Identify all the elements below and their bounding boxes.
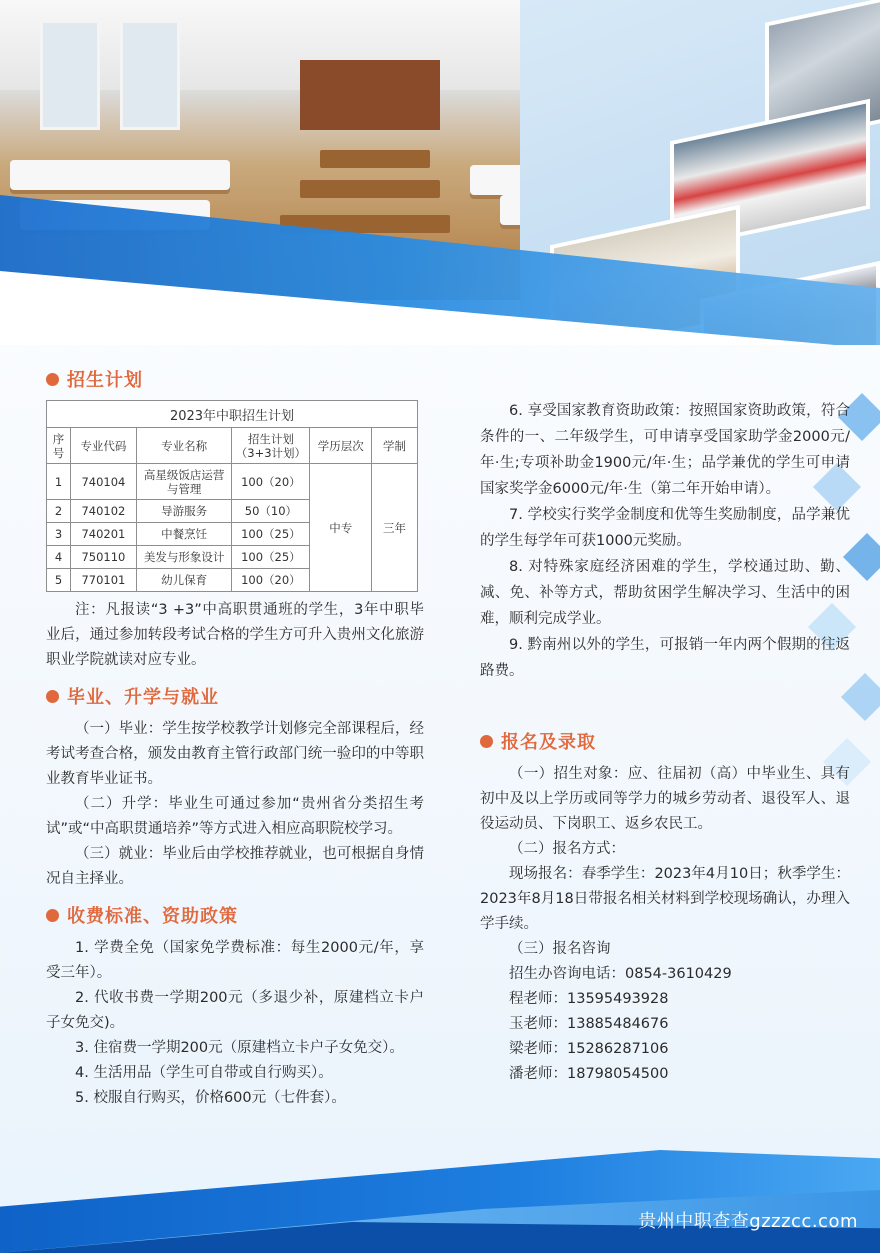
table-cell: 1 [47,464,71,500]
fee-item: 8. 对特殊家庭经济困难的学生，学校通过助、勤、减、免、补等方式，帮助贫困学生解决学习、生活中的困难，顺利完成学业。 [480,559,850,627]
section-header-plan [46,366,424,392]
section-header-fees [46,902,424,928]
table-cell: 2 [47,500,71,523]
table-cell: 740102 [70,500,136,523]
plan-note: 注：凡报读“3 +3”中高职贯通班的学生，3年中职毕业后，通过参加转段考试合格的学生方可升入贵州文化旅游职业学院就读对应专业。 [46,602,424,668]
header-photo-collage [0,0,880,345]
fee-item: 6. 享受国家教育资助政策：按照国家资助政策，符合条件的一、二年级学生，可申请享受国家助学金2000元/年·生;专项补助金1900元/年·生；品学兼优的学生可申请国家奖学金6000元/年·生（第二年开始申请）。 [480,403,850,497]
table-cell: 50（10） [232,500,310,523]
table-header: 学制 [372,428,418,464]
table-cell: 高星级饭店运营与管理 [136,464,232,500]
table-cell: 750110 [70,546,136,569]
registration-dates-paragraph: 现场报名：春季学生：2023年4月10日；秋季学生：2023年8月18日带报名相关材料到学校现场确认，办理入学手续。 [480,866,850,932]
graduation-paragraph: （一）毕业：学生按学校教学计划修完全部课程后，经考试考查合格，颁发由教育主管行政部门统一验印的中等职业教育毕业证书。 [46,721,424,787]
contact-teacher: 程老师：13595493928 [509,991,669,1007]
bullet-dot-icon [46,909,59,922]
table-header: 序号 [47,428,71,464]
table-header: 学历层次 [310,428,372,464]
fee-item: 9. 黔南州以外的学生，可报销一年内两个假期的往返路费。 [480,637,850,679]
employment-paragraph: （三）就业：毕业后由学校推荐就业，也可根据自身情况自主择业。 [46,846,424,887]
table-cell: 导游服务 [136,500,232,523]
right-column [480,398,850,1087]
table-cell: 100（25） [232,523,310,546]
office-phone: 招生办咨询电话：0854-3610429 [509,966,732,982]
fee-item: 1. 学费全免（国家免学费标准：每生2000元/年，享受三年）。 [46,940,424,981]
table-cell: 5 [47,569,71,592]
site-watermark: 贵州中职查查gzzzcc.com [638,1211,858,1232]
further-study-paragraph: （二）升学：毕业生可通过参加“贵州省分类招生考试”或“中高职贯通培养”等方式进入相应高职院校学习。 [46,796,424,837]
table-header: 专业代码 [70,428,136,464]
table-cell: 幼儿保育 [136,569,232,592]
table-cell-duration: 三年 [372,464,418,592]
fee-item: 3. 住宿费一学期200元（原建档立卡户子女免交）。 [75,1040,404,1056]
fee-item: 2. 代收书费一学期200元（多退少补，原建档立卡户子女免交)。 [46,990,424,1031]
bullet-dot-icon [46,690,59,703]
bullet-dot-icon [46,373,59,386]
contact-teacher: 潘老师：18798054500 [509,1066,669,1082]
table-cell: 4 [47,546,71,569]
table-row [47,464,418,500]
table-cell: 美发与形象设计 [136,546,232,569]
table-cell: 中餐烹饪 [136,523,232,546]
bullet-dot-icon [480,735,493,748]
section-title: 毕业、升学与就业 [67,687,219,708]
table-cell: 100（25） [232,546,310,569]
enrollment-plan-table [46,400,418,592]
table-cell: 740201 [70,523,136,546]
registration-method-heading: （二）报名方式： [509,841,625,857]
left-column [46,366,424,1111]
target-students-paragraph: （一）招生对象：应、往届初（高）中毕业生、具有初中及以上学历或同等学力的城乡劳动者、退役军人、退役运动员、下岗职工、返乡农民工。 [480,766,850,832]
fee-item: 7. 学校实行奖学金制度和优等生奖励制度，品学兼优的学生每学年可获1000元奖励。 [480,507,850,549]
fee-item: 4. 生活用品（学生可自带或自行购买）。 [75,1065,333,1081]
consultation-heading: （三）报名咨询 [509,941,611,957]
contact-teacher: 玉老师：13885484676 [509,1016,669,1032]
fee-item: 5. 校服自行购买，价格600元（七件套）。 [75,1090,346,1106]
table-header: 招生计划（3+3计划） [232,428,310,464]
table-cell: 100（20） [232,569,310,592]
table-cell-level: 中专 [310,464,372,592]
contact-teacher: 梁老师：15286287106 [509,1041,669,1057]
table-cell: 740104 [70,464,136,500]
section-header-graduation [46,683,424,709]
section-title: 收费标准、资助政策 [67,906,238,927]
table-header: 专业名称 [136,428,232,464]
table-cell: 100（20） [232,464,310,500]
table-caption: 2023年中职招生计划 [47,401,418,428]
section-title: 招生计划 [67,370,143,391]
table-cell: 3 [47,523,71,546]
section-header-enroll [480,728,850,754]
section-title: 报名及录取 [501,732,596,753]
table-cell: 770101 [70,569,136,592]
